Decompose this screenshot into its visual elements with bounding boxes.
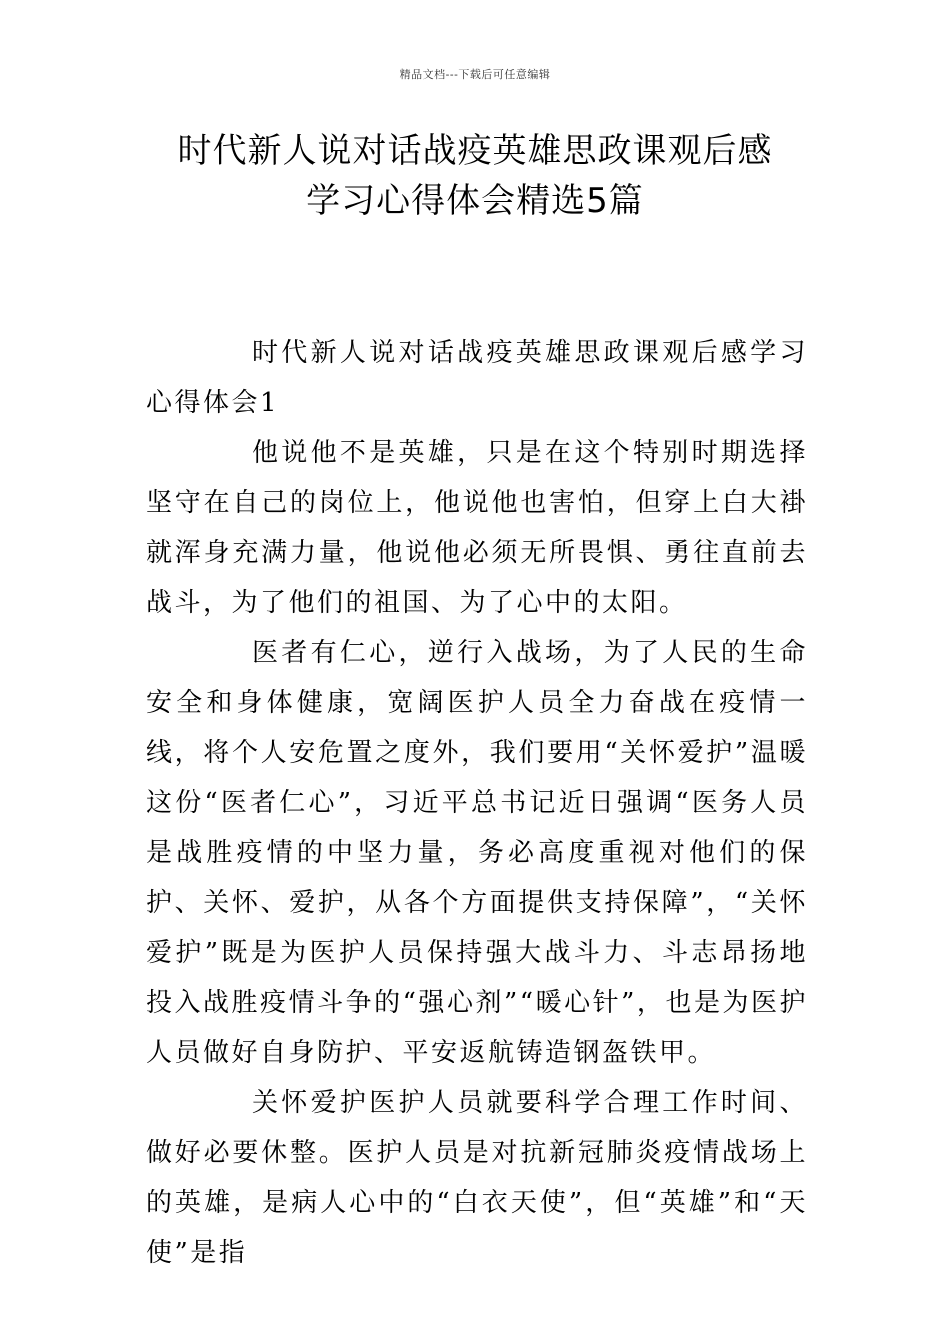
document-body [146,328,808,1278]
title-line-2: 学习心得体会精选5篇 [306,181,644,221]
title-line-1: 时代新人说对话战疫英雄思政课观后感 [177,131,773,171]
paragraph: 医者有仁心，逆行入战场，为了人民的生命安全和身体健康，宽阔医护人员全力奋战在疫情一线，将个人安危置之度外，我们要用“关怀爱护”温暖这份“医者仁心”，习近平总书记近日强调“医务人员是战胜疫情的中坚力量，务必高度重视对他们的保护、关怀、爱护，从各个方面提供支持保障”，“关怀爱护”既是为医护人员保持强大战斗力、斗志昂扬地投入战胜疫情斗争的“强心剂”“暖心针”，也是为医护人员做好自身防护、平安返航铸造钢盔铁甲。 [146,638,808,1068]
section-heading: 时代新人说对话战疫英雄思政课观后感学习心得体会1 [146,338,808,418]
header-note: 精品文档---下载后可任意编辑 [399,68,551,81]
document-title [100,126,850,226]
paragraph: 他说他不是英雄，只是在这个特别时期选择坚守在自己的岗位上，他说他也害怕，但穿上白大褂就浑身充满力量，他说他必须无所畏惧、勇往直前去战斗，为了他们的祖国、为了心中的太阳。 [146,438,808,618]
paragraph: 关怀爱护医护人员就要科学合理工作时间、做好必要休整。医护人员是对抗新冠肺炎疫情战场上的英雄，是病人心中的“白衣天使”，但“英雄”和“天使”是指 [146,1088,808,1268]
